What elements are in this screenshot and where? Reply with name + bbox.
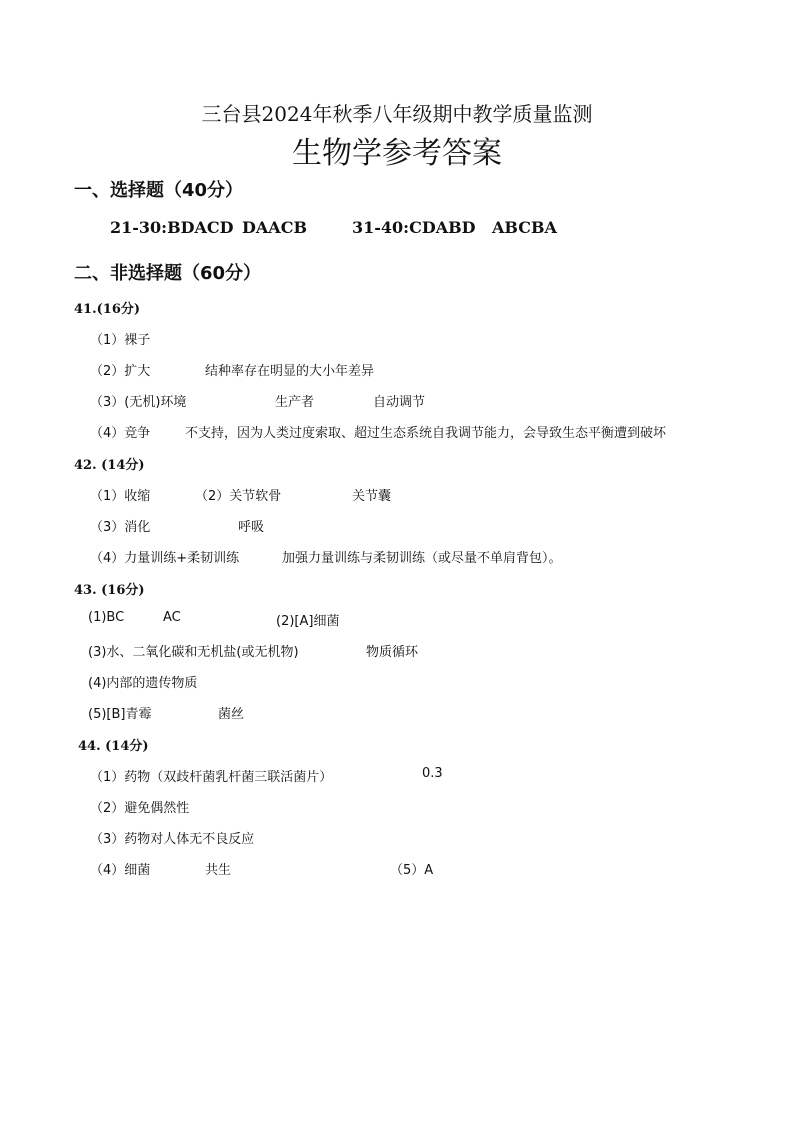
mc-answers-21-25: 21-30:BDACD (110, 218, 234, 237)
answer-text: 生产者 (275, 395, 315, 410)
answer-text: (3)水、二氧化碳和无机盐(或无机物) (88, 645, 299, 660)
answer-text: （2）避免偶然性 (90, 801, 190, 816)
answer-text: 结种率存在明显的大小年差异 (205, 364, 375, 379)
answer-text: (1)BC (88, 610, 125, 625)
answer-text: （4）细菌 (90, 863, 151, 878)
answer-text: （3）药物对人体无不良反应 (90, 832, 255, 847)
mc-answers-31-35: 31-40:CDABD (352, 218, 476, 237)
mc-answers-26-30: DAACB (242, 218, 307, 237)
answer-text: （1）药物（双歧杆菌乳杆菌三联活菌片） (90, 770, 333, 785)
section-1-title: 一、选择题（40分） (74, 180, 244, 201)
answer-text: （1）收缩 (90, 489, 151, 504)
answer-text: （4）竞争 (90, 426, 151, 441)
answer-text: (5)[B]青霉 (88, 707, 152, 722)
answer-text: 呼吸 (238, 520, 265, 535)
section-2-title: 二、非选择题（60分） (74, 263, 262, 284)
answer-text: （1）裸子 (90, 333, 151, 348)
exam-title: 三台县2024年秋季八年级期中教学质量监测 (201, 102, 593, 126)
mc-answers-36-40: ABCBA (492, 218, 557, 237)
answer-text: AC (163, 610, 181, 625)
question-41-header: 41.(16分) (74, 302, 141, 317)
answer-key-title: 生物学参考答案 (292, 136, 502, 171)
answer-text: 关节囊 (352, 489, 392, 504)
answer-text: （4）力量训练+柔韧训练 (90, 551, 240, 566)
question-42-header: 42. (14分) (74, 458, 145, 473)
answer-text: (2)[A]细菌 (276, 614, 340, 629)
answer-text: 物质循环 (366, 645, 419, 660)
answer-text: （3）(无机)环境 (90, 395, 187, 410)
answer-text: 加强力量训练与柔韧训练（或尽量不单肩背包）。 (282, 551, 562, 566)
answer-text: （2）扩大 (90, 364, 151, 379)
question-43-header: 43. (16分) (74, 583, 145, 598)
answer-text: 菌丝 (218, 707, 245, 722)
answer-text: 0.3 (422, 766, 443, 781)
answer-text: 不支持，因为人类过度索取、超过生态系统自我调节能力，会导致生态平衡遭到破坏 (185, 426, 667, 441)
answer-text: （5）A (390, 863, 434, 878)
question-44-header: 44. (14分) (78, 739, 149, 754)
answer-text: （2）关节软骨 (195, 489, 282, 504)
answer-text: 自动调节 (373, 395, 426, 410)
answer-text: (4)内部的遗传物质 (88, 676, 198, 691)
answer-text: 共生 (205, 863, 232, 878)
answer-text: （3）消化 (90, 520, 151, 535)
